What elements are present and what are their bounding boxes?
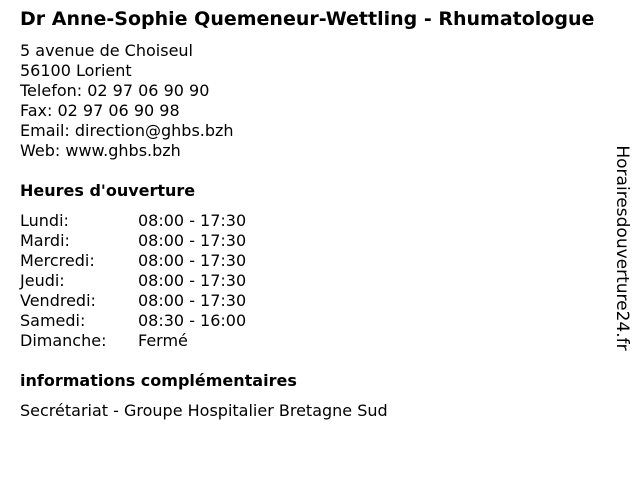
time-range: 08:00 - 17:30: [138, 231, 247, 250]
watermark-text: Horairesdouverture24.fr: [612, 145, 632, 351]
time-range: 08:30 - 16:00: [138, 311, 247, 330]
hours-row-saturday: [20, 311, 610, 331]
info-heading: informations complémentaires: [20, 371, 297, 390]
info-text: Secrétariat - Groupe Hospitalier Bretagne Sud: [20, 401, 388, 420]
phone-number: Telefon: 02 97 06 90 90: [20, 81, 210, 100]
hours-row-wednesday: [20, 251, 610, 271]
contact-block: [20, 41, 610, 161]
time-range: 08:00 - 17:30: [138, 211, 247, 230]
hours-table: [20, 211, 610, 351]
hours-heading: Heures d'ouverture: [20, 181, 196, 200]
day-label: Vendredi:: [20, 291, 96, 310]
hours-row-tuesday: [20, 231, 610, 251]
time-range: Fermé: [138, 331, 188, 350]
business-title: Dr Anne-Sophie Quemeneur-Wettling - Rhumatologue: [20, 8, 595, 30]
website: Web: www.ghbs.bzh: [20, 141, 181, 160]
day-label: Lundi:: [20, 211, 69, 230]
time-range: 08:00 - 17:30: [138, 291, 247, 310]
watermark: [612, 145, 632, 351]
street-address: 5 avenue de Choiseul: [20, 41, 193, 60]
time-range: 08:00 - 17:30: [138, 271, 247, 290]
fax-number: Fax: 02 97 06 90 98: [20, 101, 180, 120]
hours-row-sunday: [20, 331, 610, 351]
hours-row-monday: [20, 211, 610, 231]
day-label: Mardi:: [20, 231, 70, 250]
business-card: [20, 9, 610, 421]
city-postcode: 56100 Lorient: [20, 61, 132, 80]
hours-row-thursday: [20, 271, 610, 291]
email-address: Email: direction@ghbs.bzh: [20, 121, 234, 140]
day-label: Jeudi:: [20, 271, 65, 290]
hours-row-friday: [20, 291, 610, 311]
day-label: Mercredi:: [20, 251, 95, 270]
day-label: Samedi:: [20, 311, 86, 330]
time-range: 08:00 - 17:30: [138, 251, 247, 270]
day-label: Dimanche:: [20, 331, 107, 350]
